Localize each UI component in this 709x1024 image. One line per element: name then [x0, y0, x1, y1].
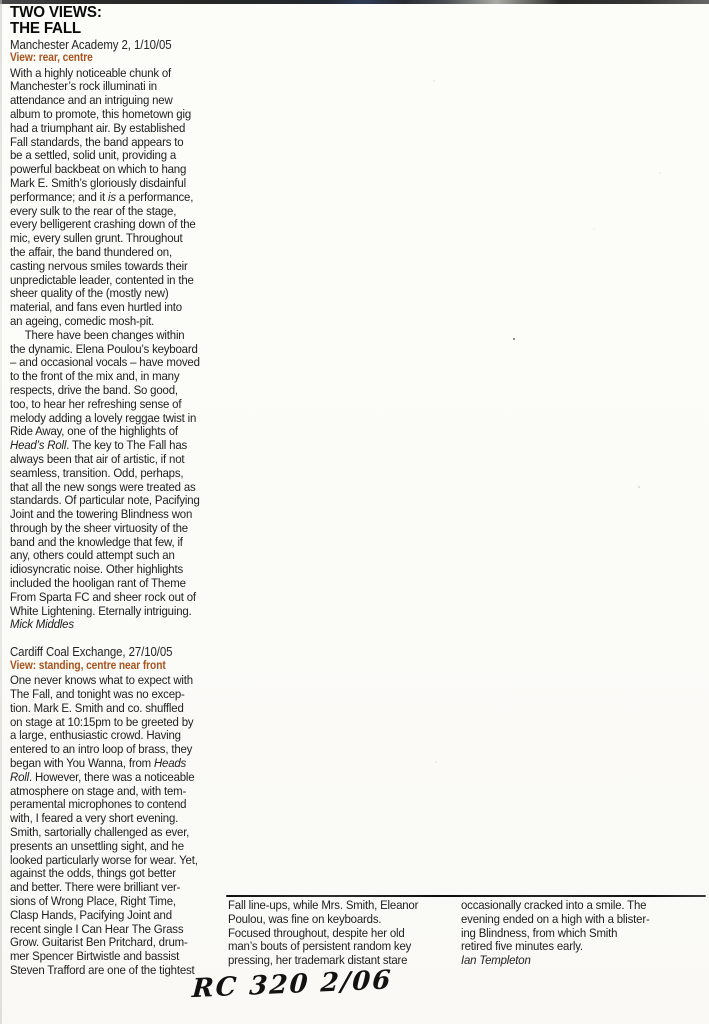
article-title-line1: TWO VIEWS:	[10, 4, 102, 21]
scan-dust-specks	[513, 338, 515, 340]
article-title-line2: THE FALL	[10, 19, 82, 37]
review2-body-text-column2: Fall line-ups, while Mrs. Smith, Eleanor Poulou, was fine on keyboards. Focused throughout, despite her old man’s bouts of persistent random key pressing, her trademark distant stare	[228, 898, 419, 968]
review1-view-label: View: rear, centre	[10, 51, 93, 65]
review1-body-text: With a highly noticeable chunk of Manchester’s rock illuminati in attendance and an intriguing new album to promote, this hometown gig had a triumphant air. By established Fall standards, the band appears to be a settled, solid unit, providing a powerful backbeat on which to hang Mark E. Smith’s gloriously disdainful performance; and it is a performance, every sulk to the rear of the stage, every belligerent crashing down of the mic, every sullen grunt. Throughout the affair, the band thundered on, casting nervous smiles towards their unpredictable leader, contented in the sheer quality of the (mostly new) material, and fans even hurtled into an ageing, comedic mosh-pit. There have been changes within the dynamic. Elena Poulou’s keyboard – and occasional vocals – have moved to the front of the mix and, in many respects, drive the band. So good, too, to hear her refreshing sense of melody adding a lovely reggae twist in Ride Away, one of the highlights of Head’s Roll. The key to The Fall has always been that air of artistic, if not seamless, transition. Odd, perhaps, that all the new songs were treated as standards. Of particular note, Pacifying Joint and the towering Blindness won through by the sheer virtuosity of the band and the knowledge that few, if any, others could attempt such an idiosyncratic noise. Other highlights included the hooligan rant of Theme From Sparta FC and sheer rock out of White Lightening. Eternally intriguing.	[10, 65, 200, 618]
scan-artifact-top-edge	[0, 0, 709, 4]
review2-body-text-column1: One never knows what to expect with The Fall, and tonight was no excep- tion. Mark E. Smith and co. shuffled on stage at 10:15pm to be greeted by a large, enthusiastic crowd. Having entered to an intro loop of brass, they began with You Wanna, from Heads Roll. However, there was a noticeable atmosphere on stage and, with tem- peramental microphones to contend with, I feared a very short evening. Smith, sartorially challenged as ever, presents an unsettling sight, and he looked particularly worse for wear. Yet, against the odds, things got better and better. There were brilliant ver- sions of Wrong Place, Right Time, Clasp Hands, Pacifying Joint and recent single I Can Hear The Grass Grow. Guitarist Ben Pritchard, drum- mer Spencer Birtwistle and bassist Steven Trafford are one of the tightest	[10, 673, 198, 977]
review2-body-text-column3: occasionally cracked into a smile. The evening ended on a high with a blister- ing Blindness, from which Smith retired five minutes early.	[461, 898, 650, 954]
review2-continuation-right-column	[461, 899, 706, 968]
review2-author-byline: Ian Templeton	[461, 953, 531, 968]
review2-continuation-middle-column	[228, 899, 458, 968]
scan-artifact-left-edge	[0, 0, 2, 1024]
review1-author-byline: Mick Middles	[10, 617, 74, 632]
review2-view-label: View: standing, centre near front	[10, 658, 166, 672]
review2-venue-heading: Cardiff Coal Exchange, 27/10/05	[10, 644, 173, 660]
bottom-section-divider-rule	[226, 895, 706, 897]
handwritten-archive-note: RC 320 2/06	[191, 965, 394, 1005]
article-title	[10, 5, 231, 37]
article-left-column	[10, 5, 236, 978]
review1-venue-heading: Manchester Academy 2, 1/10/05	[10, 36, 172, 52]
